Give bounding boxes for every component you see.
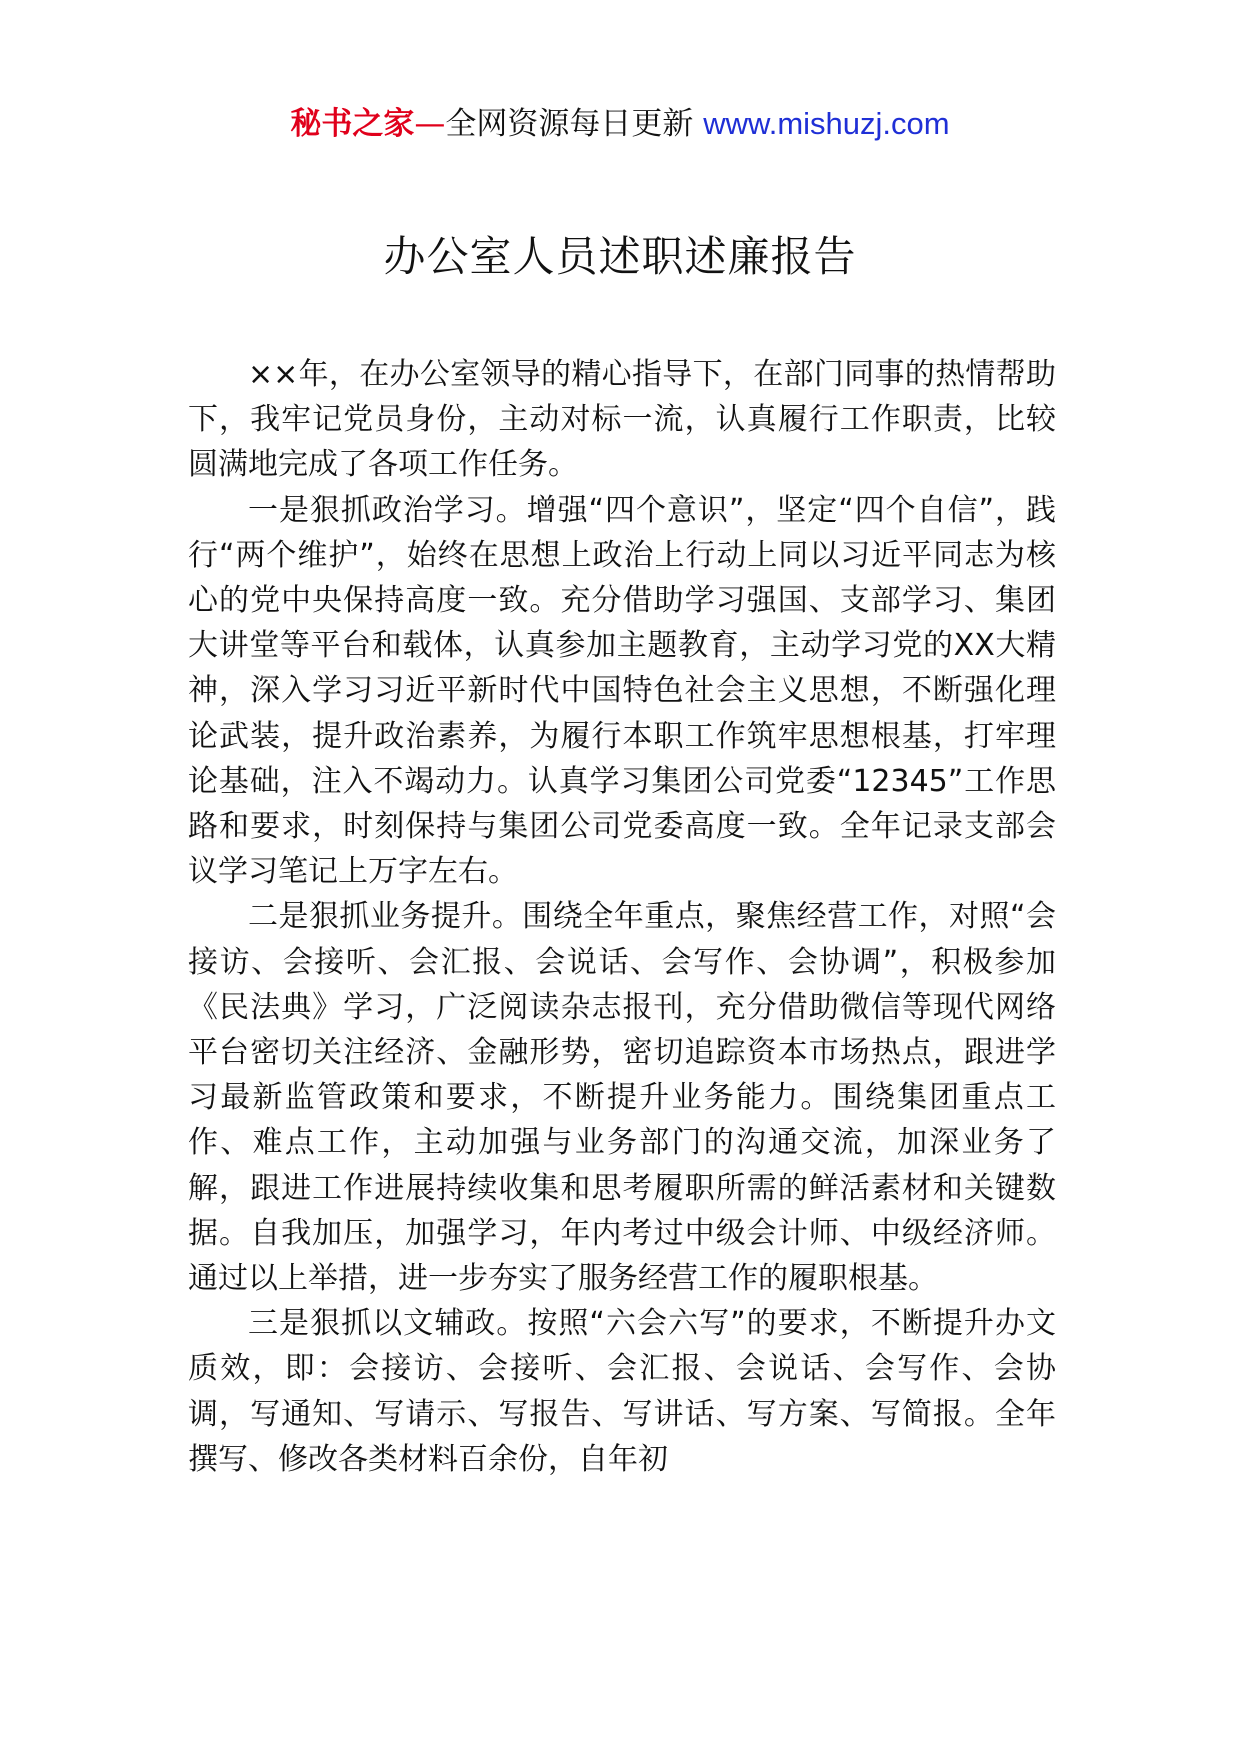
header-banner [0,98,1240,150]
document-body [188,352,1056,1482]
header-dash: — [414,106,446,142]
paragraph-political-study: 一是狠抓政治学习。增强“四个意识”，坚定“四个自信”，践行“两个维护”，始终在思想上政治上行动上同以习近平同志为核心的党中央保持高度一致。充分借助学习强国、支部学习、集团大讲堂等平台和载体，认真参加主题教育，主动学习党的XX大精神，深入学习习近平新时代中国特色社会主义思想，不断强化理论武装，提升政治素养，为履行本职工作筑牢思想根基，打牢理论基础，注入不竭动力。认真学习集团公司党委“12345”工作思路和要求，时刻保持与集团公司党委高度一致。全年记录支部会议学习笔记上万字左右。 [188,492,1056,890]
paragraph-business-improvement: 二是狠抓业务提升。围绕全年重点，聚焦经营工作，对照“会接访、会接听、会汇报、会说话、会写作、会协调”，积极参加《民法典》学习，广泛阅读杂志报刊，充分借助微信等现代网络平台密切关注经济、金融形势，密切追踪资本市场热点，跟进学习最新监管政策和要求，不断提升业务能力。围绕集团重点工作、难点工作，主动加强与业务部门的沟通交流，加深业务了解，跟进工作进展持续收集和思考履职所需的鲜活素材和关键数据。自我加压，加强学习，年内考过中级会计师、中级经济师。通过以上举措，进一步夯实了服务经营工作的履职根基。 [188,899,1056,1297]
paragraph-writing-support: 三是狠抓以文辅政。按照“六会六写”的要求，不断提升办文质效，即：会接访、会接听、会汇报、会说话、会写作、会协调，写通知、写请示、写报告、写讲话、写方案、写简报。全年撰写、修改各类材料百余份，自年初 [188,1306,1056,1477]
paragraph-intro: ××年，在办公室领导的精心指导下，在部门同事的热情帮助下，我牢记党员身份，主动对标一流，认真履行工作职责，比较圆满地完成了各项工作任务。 [188,357,1056,483]
header-slogan: 全网资源每日更新 [445,106,694,142]
site-url-link[interactable]: www.mishuzj.com [703,106,950,141]
document-title: 办公室人员述职述廉报告 [383,232,857,281]
brand-name: 秘书之家 [290,106,415,142]
